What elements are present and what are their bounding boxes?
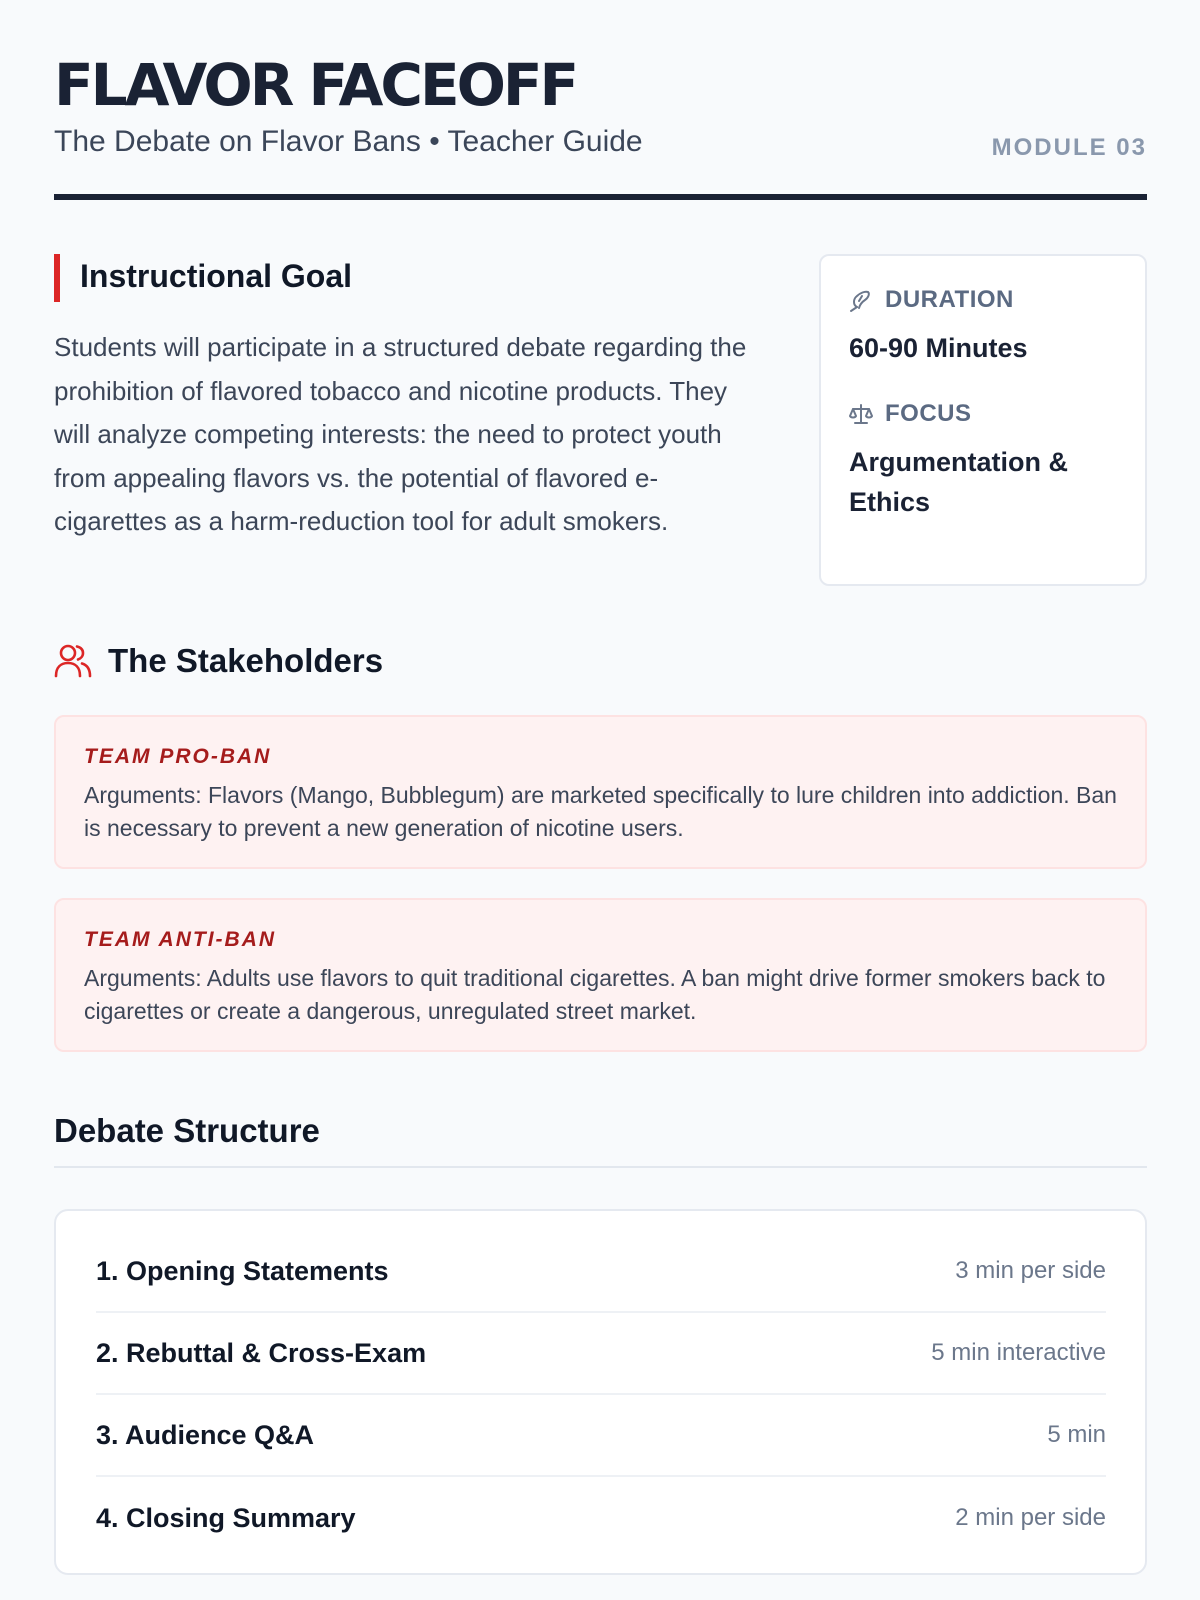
- step-name: 1. Opening Statements: [96, 1255, 389, 1286]
- stakeholders-heading: The Stakeholders: [108, 642, 384, 679]
- module-label: MODULE 03: [991, 134, 1147, 161]
- goal-heading: Instructional Goal: [80, 258, 353, 294]
- structure-step: [96, 1231, 1106, 1313]
- page-title: FLAVOR FACEOFF: [54, 51, 577, 119]
- structure-step: [96, 1313, 1106, 1395]
- focus-label: FOCUS: [885, 400, 972, 427]
- lesson-meta-card: [819, 254, 1147, 586]
- debate-structure-card: [54, 1209, 1147, 1575]
- duration-label: DURATION: [885, 286, 1014, 313]
- structure-divider: [54, 1166, 1147, 1168]
- focus-value: Argumentation & Ethics: [849, 447, 1068, 517]
- team-card-pro-ban: [54, 715, 1147, 869]
- team-arguments: Arguments: Adults use flavors to quit traditional cigarettes. A ban might drive former smokers back to cigarettes or create a dangerous, unregulated street market.: [84, 965, 1106, 1024]
- teacher-guide-page: [54, 0, 1147, 1600]
- page-header: [54, 52, 1147, 200]
- team-arguments: Arguments: Flavors (Mango, Bubblegum) are marketed specifically to lure children into addiction. Ban is necessary to prevent a new generation of nicotine users.: [84, 782, 1117, 841]
- section-accent-bar: [54, 254, 60, 302]
- debate-structure-heading: Debate Structure: [54, 1112, 320, 1149]
- clock-icon: [849, 287, 873, 313]
- step-time: 5 min: [1047, 1421, 1106, 1448]
- step-time: 2 min per side: [955, 1504, 1106, 1531]
- focus-label-row: [849, 400, 972, 428]
- team-card-anti-ban: [54, 898, 1147, 1052]
- step-name: 3. Audience Q&A: [96, 1419, 315, 1450]
- step-name: 2. Rebuttal & Cross-Exam: [96, 1337, 427, 1368]
- step-time: 3 min per side: [955, 1257, 1106, 1284]
- users-icon: [54, 643, 92, 679]
- team-name: TEAM PRO-BAN: [84, 745, 272, 768]
- step-time: 5 min interactive: [931, 1339, 1106, 1366]
- goal-text: Students will participate in a structured debate regarding the prohibition of flavored tobacco and nicotine products. They will analyze competing interests: the need to protect youth from appealing flavors vs. the potential of flavored e-cigarettes as a harm-reduction tool for adult smokers.: [54, 332, 747, 536]
- stakeholders-heading-row: [54, 642, 383, 680]
- duration-label-row: [849, 286, 1014, 314]
- structure-step: [96, 1395, 1106, 1477]
- scale-icon: [849, 402, 873, 426]
- structure-step: [96, 1477, 1106, 1559]
- page-subtitle: The Debate on Flavor Bans • Teacher Guide: [54, 125, 643, 158]
- step-name: 4. Closing Summary: [96, 1502, 356, 1533]
- header-divider: [54, 194, 1147, 200]
- duration-value: 60-90 Minutes: [849, 333, 1028, 363]
- team-name: TEAM ANTI-BAN: [84, 928, 277, 951]
